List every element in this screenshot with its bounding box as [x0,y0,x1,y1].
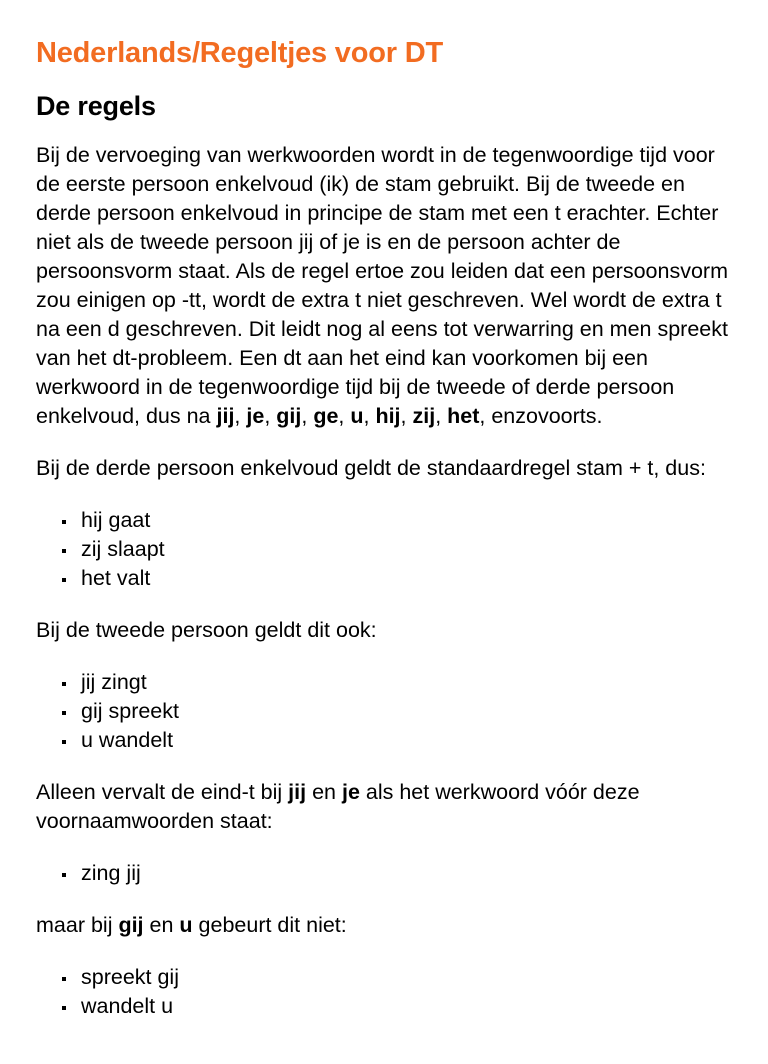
exception-example-list [36,859,735,888]
counter-text-part2: en [143,913,180,937]
pronoun-je: je [246,404,265,428]
pronoun-jij: jij [216,404,235,428]
list-item: u wandelt [36,726,735,755]
separator-1: , [234,404,247,428]
counter-intro [36,911,735,940]
intro-text-part1: Bij de vervoeging van werkwoorden wordt in de tegenwoordige tijd voor de eerste persoon enkelvoud (ik) de stam gebruikt. Bij de tweede en derde persoon enkelvoud in principe de stam met een t erachter. Echter niet als de tweede persoon jij of je is en de persoon achter de persoonsvorm staat. Als de regel ertoe zou leiden dat een persoonsvorm zou einigen op -tt, wordt de extra t niet geschreven. Wel wordt de extra t na een d geschreven. Dit leidt nog al eens tot verwarring en men spreekt van het dt-probleem. Een dt aan het eind kan voorkomen bij een werkwoord in de tegenwoordige tijd bij de tweede of derde persoon enkelvoud, dus na [36,143,728,428]
page-title: Nederlands/Regeltjes voor DT [36,37,443,69]
pronoun-u: u [179,913,193,937]
list-item: jij zingt [36,668,735,697]
separator-3: , [301,404,314,428]
separator-2: , [264,404,277,428]
list-item: wandelt u [36,992,735,1021]
list-item: hij gaat [36,506,735,535]
separator-5: , [363,404,376,428]
list-item: het valt [36,564,735,593]
pronoun-het: het [447,404,480,428]
separator-6: , [400,404,413,428]
intro-text-end: , enzovoorts. [479,404,603,428]
section-heading-de-regels: De regels [36,91,156,121]
list-item: zij slaapt [36,535,735,564]
list-item: gij spreekt [36,697,735,726]
counter-example-list [36,963,735,1021]
counter-text-part3: gebeurt dit niet: [192,913,347,937]
pronoun-gij: gij [276,404,302,428]
separator-7: , [435,404,448,428]
separator-4: , [338,404,351,428]
exception-intro [36,778,735,836]
list-item: spreekt gij [36,963,735,992]
second-person-example-list [36,668,735,755]
second-person-intro: Bij de tweede persoon geldt dit ook: [36,618,377,642]
pronoun-gij: gij [118,913,144,937]
intro-paragraph [36,141,735,431]
pronoun-hij: hij [375,404,401,428]
exception-text-part2: en [306,780,342,804]
list-item: zing jij [36,859,735,888]
pronoun-u: u [350,404,364,428]
pronoun-jij: jij [288,780,307,804]
third-person-example-list [36,506,735,593]
pronoun-je: je [341,780,360,804]
pronoun-zij: zij [412,404,436,428]
third-person-intro: Bij de derde persoon enkelvoud geldt de standaardregel stam + t, dus: [36,456,706,480]
pronoun-ge: ge [313,404,339,428]
exception-text-part3: als het werkwoord vóór deze voornaamwoorden staat: [36,780,640,833]
exception-text-part1: Alleen vervalt de eind-t bij [36,780,289,804]
counter-text-part1: maar bij [36,913,119,937]
